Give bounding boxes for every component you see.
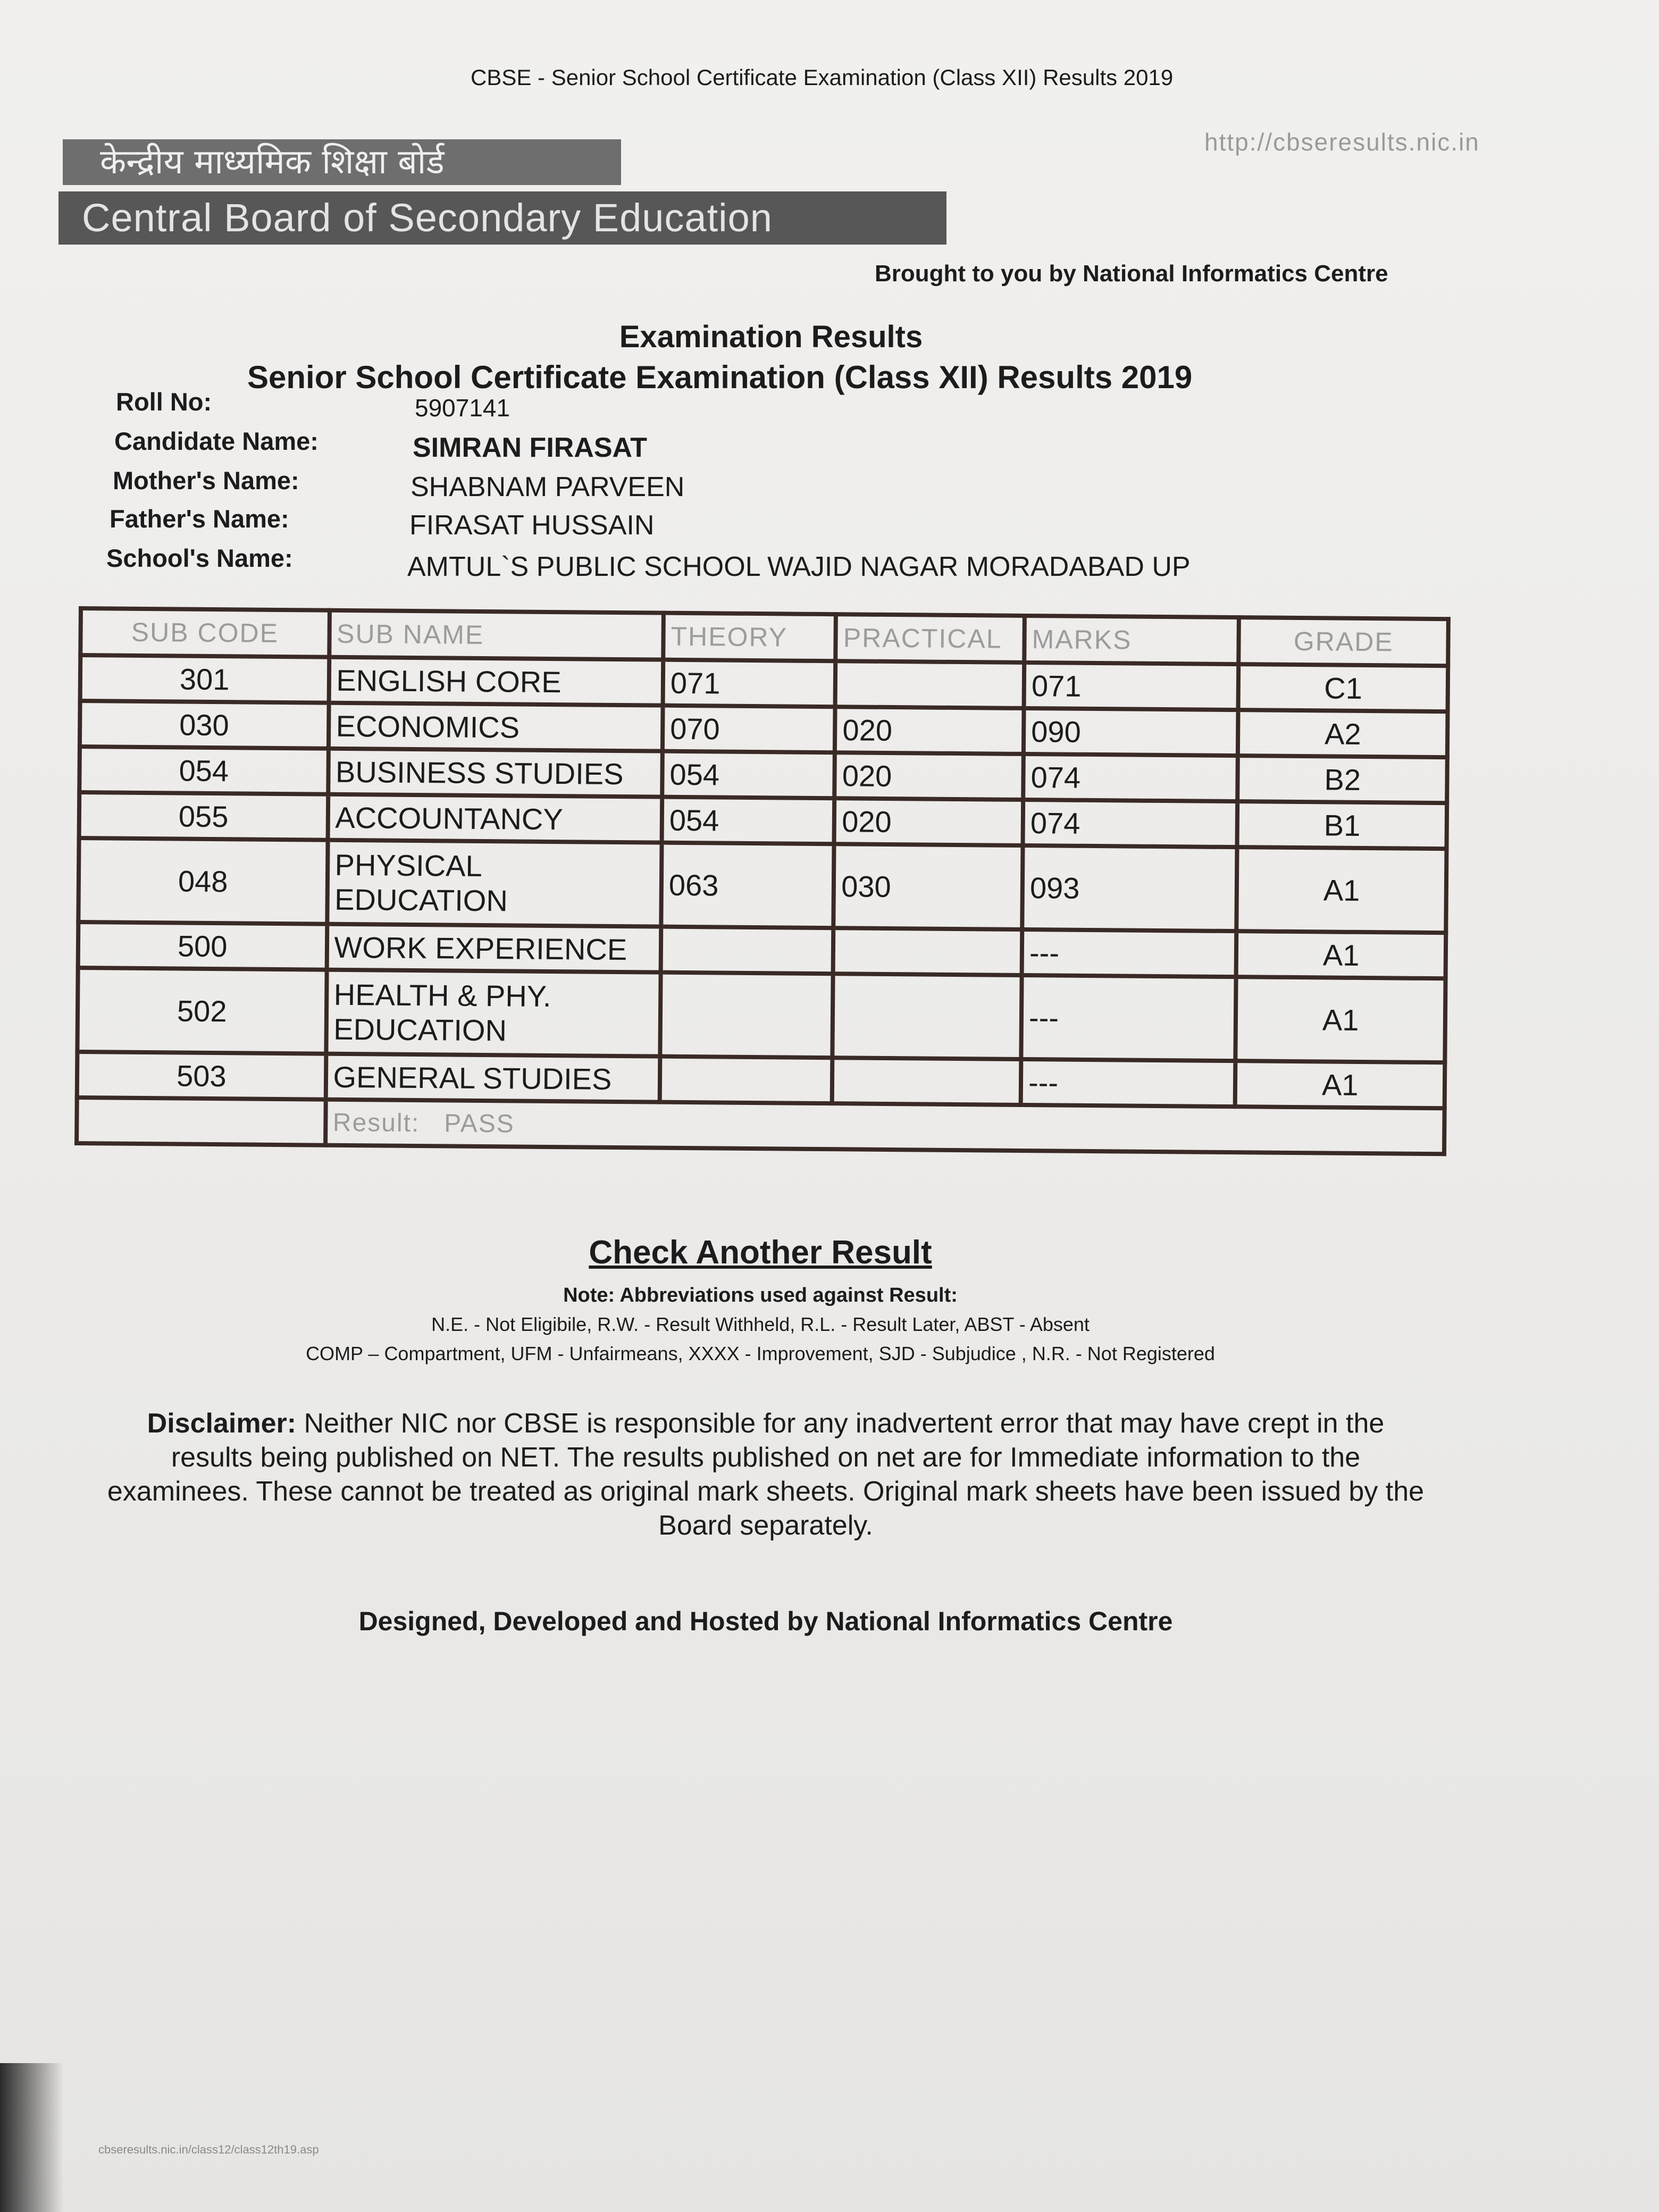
sub-name-line: EDUCATION	[334, 882, 508, 918]
roll-value: 5907141	[415, 394, 510, 422]
theory	[660, 973, 833, 1058]
sub-name: GENERAL STUDIES	[325, 1054, 660, 1102]
sub-name-line: HEALTH & PHY.	[333, 977, 551, 1013]
mother-name-value: SHABNAM PARVEEN	[410, 472, 685, 502]
practical	[835, 661, 1024, 708]
candidate-name-label: Candidate Name:	[114, 427, 319, 455]
school-name-label: School's Name:	[106, 544, 293, 572]
result-row-empty-cell	[77, 1097, 325, 1145]
grade: B2	[1238, 756, 1447, 803]
mother-name-label: Mother's Name:	[113, 466, 299, 495]
marks: ---	[1021, 1059, 1236, 1107]
sub-code: 500	[78, 922, 327, 970]
sub-code: 048	[78, 838, 328, 924]
marks: ---	[1022, 929, 1237, 977]
header-sub-name: SUB NAME	[329, 610, 664, 660]
theory: 071	[663, 660, 836, 707]
sub-name: ENGLISH CORE	[329, 657, 663, 706]
theory: 070	[663, 706, 835, 753]
sub-code: 054	[79, 747, 328, 794]
candidate-name-value: SIMRAN FIRASAT	[413, 432, 648, 463]
check-another-result-link[interactable]: Check Another Result	[589, 1234, 932, 1271]
marks: 071	[1024, 663, 1239, 710]
theory: 054	[662, 797, 835, 844]
table-row	[78, 838, 1446, 933]
sub-name-line: PHYSICAL	[334, 848, 482, 883]
practical	[833, 974, 1022, 1059]
table-row	[77, 968, 1445, 1062]
theory	[660, 1057, 833, 1104]
result-cell	[325, 1100, 1445, 1154]
sub-code: 055	[79, 792, 328, 840]
result-label: Result:	[332, 1108, 420, 1137]
header-grade: GRADE	[1239, 617, 1448, 666]
sub-code: 502	[77, 968, 326, 1054]
marks: 090	[1024, 708, 1238, 756]
exam-subtitle: Senior School Certificate Examination (Class XII) Results 2019	[247, 359, 1193, 395]
sub-name	[327, 840, 662, 927]
sub-name: WORK EXPERIENCE	[326, 924, 661, 973]
grade: A1	[1236, 931, 1446, 978]
marks: ---	[1021, 975, 1236, 1061]
practical	[833, 928, 1022, 975]
school-name-value: AMTUL`S PUBLIC SCHOOL WAJID NAGAR MORADABAD UP	[407, 551, 1191, 582]
disclaimer	[106, 1406, 1425, 1543]
grade: A1	[1236, 977, 1446, 1062]
photo-shadow	[0, 2063, 64, 2212]
grade: B1	[1237, 801, 1447, 849]
result-value: PASS	[444, 1109, 515, 1138]
sub-name: ACCOUNTANCY	[328, 794, 662, 843]
sub-code: 030	[80, 701, 329, 749]
site-url[interactable]: http://cbseresults.nic.in	[1204, 128, 1480, 156]
father-name-label: Father's Name:	[110, 505, 289, 533]
grade: A2	[1238, 710, 1447, 757]
board-name-hindi-banner: केन्द्रीय माध्यमिक शिक्षा बोर्ड	[63, 139, 621, 185]
theory: 054	[662, 751, 835, 799]
practical: 020	[834, 798, 1023, 845]
marks: 074	[1023, 754, 1238, 801]
father-name-value: FIRASAT HUSSAIN	[409, 510, 655, 541]
grade: C1	[1238, 664, 1448, 711]
footer-url: cbseresults.nic.in/class12/class12th19.asp	[98, 2143, 319, 2156]
abbreviations-line-2: COMP – Compartment, UFM - Unfairmeans, XXXX - Improvement, SJD - Subjudice , N.R. - Not Registered	[306, 1343, 1215, 1364]
theory: 063	[661, 843, 834, 928]
roll-label: Roll No:	[116, 388, 212, 416]
practical: 020	[835, 752, 1024, 800]
grade: A1	[1237, 847, 1447, 933]
sub-name	[326, 970, 661, 1057]
marks: 093	[1022, 845, 1237, 931]
grade: A1	[1235, 1061, 1445, 1108]
marks-table	[74, 606, 1451, 1156]
header-marks: MARKS	[1024, 616, 1239, 664]
sub-code: 301	[80, 655, 329, 703]
disclaimer-text: Neither NIC nor CBSE is responsible for any inadvertent error that may have crept in the results being published on NET. The results published on net are for Immediate information to the examinees. These cannot be treated as original mark sheets. Original mark sheets have been issued by the Board separately.	[107, 1408, 1425, 1541]
disclaimer-label: Disclaimer:	[147, 1408, 297, 1439]
sub-name-line: EDUCATION	[333, 1012, 507, 1048]
theory	[661, 927, 834, 974]
abbreviations-note-title: Note: Abbreviations used against Result:	[563, 1284, 958, 1306]
header-practical: PRACTICAL	[836, 614, 1025, 663]
header-sub-code: SUB CODE	[80, 608, 329, 657]
designed-by: Designed, Developed and Hosted by National Informatics Centre	[358, 1606, 1173, 1636]
header-theory: THEORY	[663, 613, 836, 661]
marks: 074	[1023, 800, 1238, 847]
practical: 020	[835, 707, 1024, 754]
practical	[832, 1058, 1021, 1105]
sub-name: ECONOMICS	[328, 703, 663, 751]
exam-title: Examination Results	[619, 320, 923, 354]
board-name-banner: Central Board of Secondary Education	[58, 191, 946, 245]
brought-by-text: Brought to you by National Informatics Centre	[875, 261, 1388, 287]
abbreviations-line-1: N.E. - Not Eligibile, R.W. - Result Withheld, R.L. - Result Later, ABST - Absent	[431, 1313, 1090, 1335]
practical: 030	[834, 844, 1023, 929]
sub-code: 503	[77, 1052, 326, 1100]
print-header: CBSE - Senior School Certificate Examination (Class XII) Results 2019	[471, 65, 1174, 90]
sub-name: BUSINESS STUDIES	[328, 749, 663, 797]
